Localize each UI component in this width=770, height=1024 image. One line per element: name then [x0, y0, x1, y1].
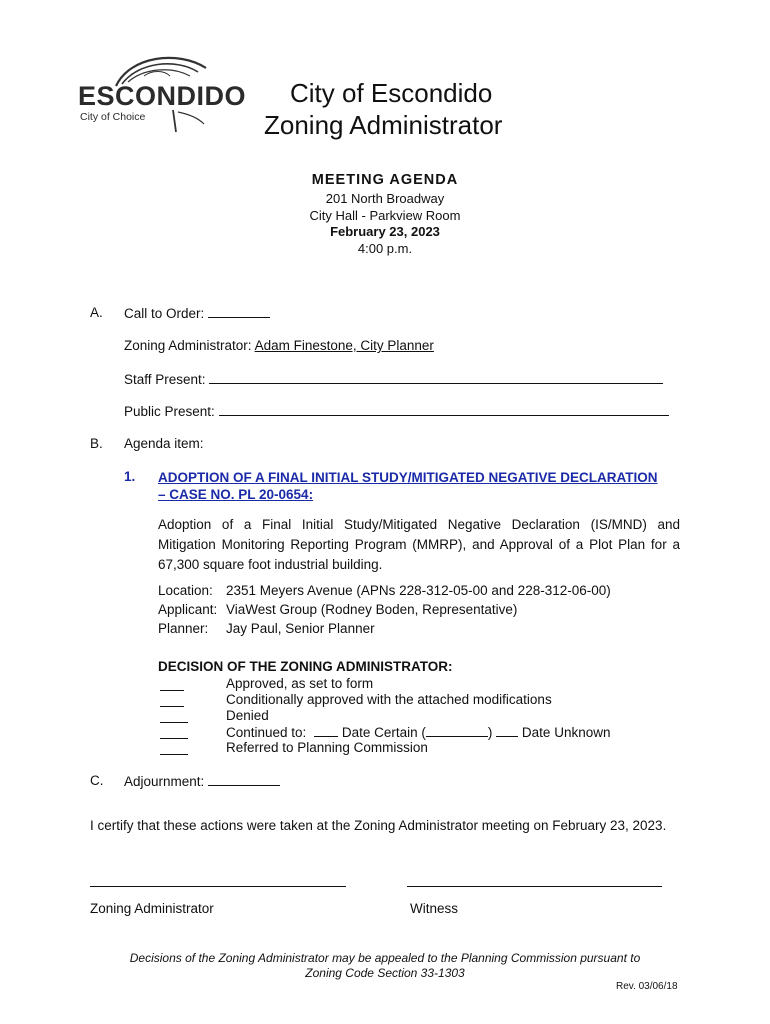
item-description-line1: Adoption of a Final Initial Study/Mitigated Negative Declaration (IS/MND) and: [158, 517, 680, 532]
page-title-zoning: Zoning Administrator: [264, 110, 503, 140]
signature-label-witness: Witness: [410, 901, 459, 916]
item-number: 1.: [124, 469, 136, 484]
signature-line-witness[interactable]: [407, 874, 662, 887]
call-to-order-label: Call to Order:: [124, 306, 205, 321]
decision-blank-conditional[interactable]: [160, 694, 184, 707]
meeting-room: City Hall - Parkview Room: [309, 208, 461, 223]
public-present-row: [124, 403, 669, 419]
applicant-label: Applicant:: [158, 602, 218, 617]
decision-option-denied: Denied: [226, 708, 269, 723]
revision-label: Rev. 03/06/18: [616, 981, 678, 992]
decision-blank-referred[interactable]: [160, 742, 188, 755]
staff-present-row: [124, 371, 663, 387]
agenda-item-label: Agenda item:: [124, 436, 204, 451]
location-value: 2351 Meyers Avenue (APNs 228-312-05-00 and 228-312-06-00): [226, 583, 611, 598]
date-certain-label: Date Certain (: [341, 725, 426, 740]
decision-option-continued: [226, 724, 610, 740]
location-label: Location:: [158, 583, 213, 598]
logo-wordmark: ESCONDIDO: [78, 81, 247, 111]
meeting-date: February 23, 2023: [330, 224, 440, 239]
page-title-city: City of Escondido: [290, 78, 493, 108]
date-unknown-label: Date Unknown: [521, 725, 611, 740]
item-title-line1[interactable]: ADOPTION OF A FINAL INITIAL STUDY/MITIGATED NEGATIVE DECLARATION: [158, 470, 658, 485]
meeting-address: 201 North Broadway: [325, 191, 445, 206]
decision-blank-approved[interactable]: [160, 678, 184, 691]
section-a-letter: A.: [90, 305, 103, 320]
applicant-value: ViaWest Group (Rodney Boden, Representative): [226, 602, 518, 617]
footer-appeal-line1: Decisions of the Zoning Administrator may be appealed to the Planning Commission pursuant to: [129, 951, 641, 965]
decision-option-referred: Referred to Planning Commission: [226, 740, 428, 755]
public-present-label: Public Present:: [124, 404, 215, 419]
adjournment-row: [124, 773, 280, 789]
staff-present-blank: [209, 371, 663, 384]
date-certain-close: ): [487, 725, 493, 740]
adjournment-label: Adjournment:: [124, 774, 205, 789]
planner-value: Jay Paul, Senior Planner: [226, 621, 375, 636]
footer-appeal-line2: Zoning Code Section 33-1303: [305, 966, 465, 980]
meeting-heading: MEETING AGENDA: [311, 172, 459, 188]
meeting-time: 4:00 p.m.: [357, 241, 413, 256]
staff-present-label: Staff Present:: [124, 372, 206, 387]
public-present-blank: [219, 403, 669, 416]
decision-blank-continued[interactable]: [160, 726, 188, 739]
section-c-letter: C.: [90, 773, 104, 788]
certification-text: I certify that these actions were taken at the Zoning Administrator meeting on February 23, 2023.: [90, 818, 667, 833]
planner-label: Planner:: [158, 621, 209, 636]
zoning-admin-label: Zoning Administrator:: [124, 338, 252, 353]
adjournment-blank[interactable]: [208, 773, 280, 786]
decision-blank-denied[interactable]: [160, 710, 188, 723]
zoning-admin-name: Adam Finestone, City Planner: [254, 338, 434, 353]
date-unknown-blank[interactable]: [496, 724, 518, 737]
item-title-line2[interactable]: – CASE NO. PL 20-0654:: [158, 487, 314, 502]
decision-heading: DECISION OF THE ZONING ADMINISTRATOR:: [158, 659, 453, 674]
signature-line-admin[interactable]: [90, 874, 346, 887]
section-b-letter: B.: [90, 436, 103, 451]
continued-blank[interactable]: [314, 724, 338, 737]
decision-option-approved: Approved, as set to form: [226, 676, 374, 691]
item-description-line3: 67,300 square foot industrial building.: [158, 557, 383, 572]
item-title[interactable]: [158, 469, 698, 503]
item-description-line2: Mitigation Monitoring Reporting Program (MMRP), and Approval of a Plot Plan for a: [158, 537, 680, 552]
call-to-order-row: [124, 305, 270, 321]
zoning-admin-row: [124, 338, 434, 353]
date-certain-blank[interactable]: [426, 724, 488, 737]
logo-tagline: City of Choice: [80, 111, 146, 123]
decision-option-conditional: Conditionally approved with the attached modifications: [226, 692, 552, 707]
continued-to-label: Continued to:: [226, 725, 307, 740]
call-to-order-blank: [208, 305, 270, 318]
item-description: [158, 515, 680, 575]
signature-label-admin: Zoning Administrator: [90, 901, 214, 916]
